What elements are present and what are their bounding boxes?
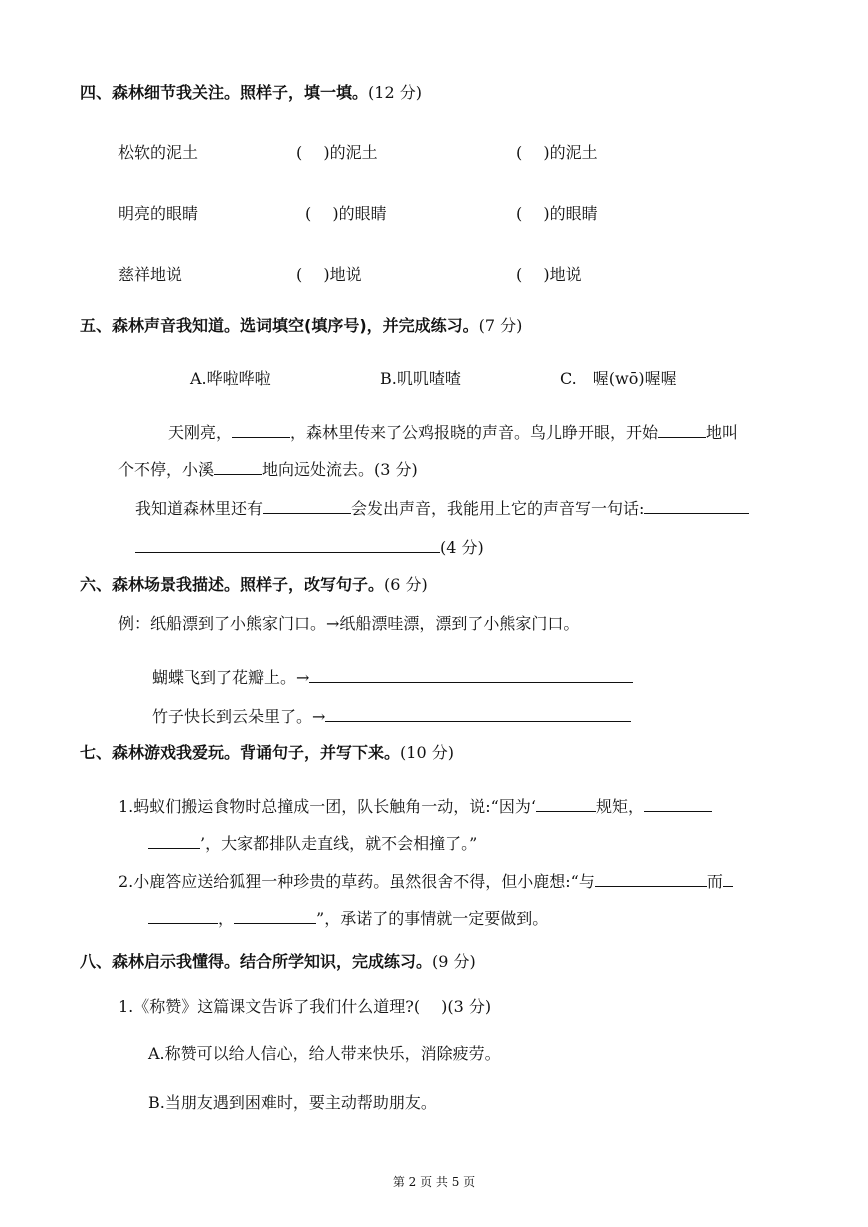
text: 会发出声音，我能用上它的声音写一句话: bbox=[351, 499, 645, 518]
s4-row1-example: 松软的泥土 bbox=[118, 143, 199, 162]
section-points: (7 分) bbox=[478, 316, 523, 335]
s6-example: 例：纸船漂到了小熊家门口。→纸船漂哇漂，漂到了小熊家门口。 bbox=[118, 614, 580, 633]
s4-row2-example: 明亮的眼睛 bbox=[118, 204, 199, 223]
text: 地叫 bbox=[706, 423, 739, 442]
fill-blank[interactable] bbox=[723, 871, 733, 887]
fill-blank[interactable] bbox=[234, 908, 316, 924]
text: ’，大家都排队走直线，就不会相撞了。” bbox=[200, 834, 478, 853]
fill-blank[interactable] bbox=[135, 537, 440, 553]
text: ”，承诺了的事情就一定要做到。 bbox=[316, 909, 549, 928]
fill-blank[interactable] bbox=[148, 833, 200, 849]
fill-blank[interactable] bbox=[148, 908, 218, 924]
fill-blank[interactable] bbox=[214, 459, 262, 475]
section-title: 八、森林启示我懂得。结合所学知识，完成练习。 bbox=[80, 952, 433, 971]
s7-q2-line2 bbox=[148, 908, 548, 929]
s5-option-b: B.叽叽喳喳 bbox=[380, 369, 461, 388]
s4-row2-blank1[interactable]: ( )的眼睛 bbox=[305, 204, 387, 223]
section-title: 七、森林游戏我爱玩。背诵句子，并写下来。 bbox=[80, 743, 401, 762]
section-points: (12 分) bbox=[368, 83, 422, 102]
section-4-heading bbox=[80, 83, 422, 103]
section-title: 五、森林声音我知道。选词填空(填序号)，并完成练习。 bbox=[80, 316, 479, 335]
fill-blank[interactable] bbox=[595, 871, 707, 887]
text: 我知道森林里还有 bbox=[135, 499, 264, 518]
answer-line[interactable] bbox=[309, 667, 633, 683]
text: 2.小鹿答应送给狐狸一种珍贵的草药。虽然很舍不得，但小鹿想:“与 bbox=[118, 872, 595, 891]
s4-row3-blank1[interactable]: ( )地说 bbox=[296, 265, 362, 284]
s7-q1-line1 bbox=[118, 796, 712, 817]
s4-row3-blank2[interactable]: ( )地说 bbox=[516, 265, 582, 284]
s7-q1-line2 bbox=[148, 833, 477, 854]
fill-blank[interactable] bbox=[644, 796, 712, 812]
fill-blank[interactable] bbox=[536, 796, 596, 812]
s6-question-2 bbox=[152, 706, 631, 727]
text: 蝴蝶飞到了花瓣上。→ bbox=[152, 668, 310, 687]
text: 地向远处流去。(3 分) bbox=[262, 460, 418, 479]
text: 1.蚂蚁们搬运食物时总撞成一团，队长触角一动，说:“因为‘ bbox=[118, 797, 536, 816]
s4-row1-blank1[interactable]: ( )的泥土 bbox=[296, 143, 378, 162]
text: 规矩， bbox=[595, 797, 644, 816]
fill-blank[interactable] bbox=[644, 498, 749, 514]
section-5-heading bbox=[80, 316, 522, 336]
s6-question-1 bbox=[152, 667, 633, 688]
s8-option-a[interactable]: A.称赞可以给人信心，给人带来快乐，消除疲劳。 bbox=[148, 1044, 501, 1063]
section-title: 四、森林细节我关注。照样子，填一填。 bbox=[80, 83, 369, 102]
answer-line[interactable] bbox=[325, 706, 631, 722]
section-points: (6 分) bbox=[384, 575, 428, 594]
section-title: 六、森林场景我描述。照样子，改写句子。 bbox=[80, 575, 385, 594]
s5-paragraph-line1 bbox=[168, 422, 738, 443]
s5-paragraph-line2 bbox=[118, 459, 418, 480]
s5-option-c: C. 喔(wō)喔喔 bbox=[560, 369, 677, 388]
text: 竹子快长到云朵里了。→ bbox=[152, 707, 326, 726]
s4-row1-blank2[interactable]: ( )的泥土 bbox=[516, 143, 598, 162]
text: 而 bbox=[706, 872, 723, 891]
s8-option-b[interactable]: B.当朋友遇到困难时，要主动帮助朋友。 bbox=[148, 1093, 437, 1112]
s5-paragraph-line3 bbox=[135, 498, 749, 519]
section-7-heading bbox=[80, 743, 454, 763]
s7-q2-line1 bbox=[118, 871, 733, 892]
fill-blank[interactable] bbox=[658, 422, 706, 438]
s5-option-a: A.哗啦哗啦 bbox=[190, 369, 271, 388]
s4-row2-blank2[interactable]: ( )的眼睛 bbox=[516, 204, 598, 223]
section-6-heading bbox=[80, 575, 428, 595]
s8-question-1: 1.《称赞》这篇课文告诉了我们什么道理?( )(3 分) bbox=[118, 997, 492, 1016]
section-points: (10 分) bbox=[400, 743, 454, 762]
text: 个不停，小溪 bbox=[118, 460, 215, 479]
text: ，森林里传来了公鸡报晓的声音。鸟儿睁开眼，开始 bbox=[290, 423, 659, 442]
s5-paragraph-line4 bbox=[135, 537, 484, 558]
page-number: 第 2 页 共 5 页 bbox=[392, 1175, 476, 1189]
fill-blank[interactable] bbox=[232, 422, 290, 438]
s4-row3-example: 慈祥地说 bbox=[118, 265, 183, 284]
fill-blank[interactable] bbox=[263, 498, 351, 514]
text: (4 分) bbox=[440, 538, 484, 557]
text: ， bbox=[218, 909, 235, 928]
section-8-heading bbox=[80, 952, 476, 972]
section-points: (9 分) bbox=[432, 952, 476, 971]
text: 天刚亮， bbox=[168, 423, 233, 442]
